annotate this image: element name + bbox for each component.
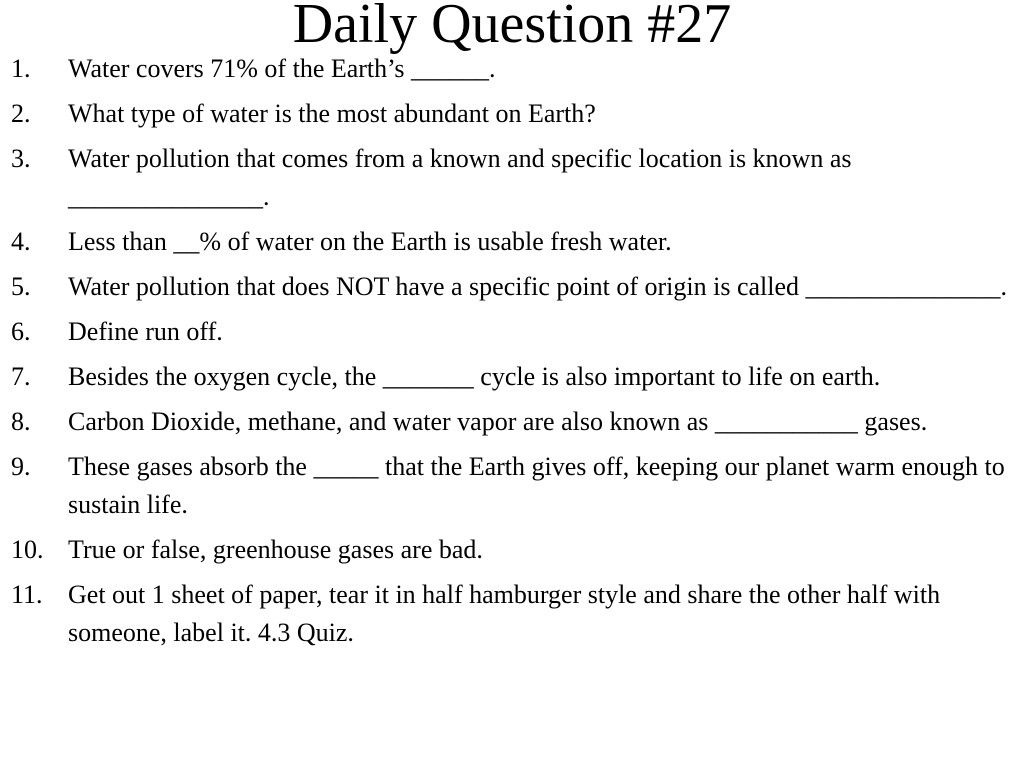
question-text: Less than __% of water on the Earth is usable fresh water. — [68, 227, 672, 256]
question-text: Water covers 71% of the Earth’s ______. — [68, 54, 496, 83]
question-number: 8. — [11, 407, 31, 436]
question-item — [0, 50, 1024, 88]
question-number: 4. — [11, 227, 31, 256]
question-item — [0, 403, 1024, 441]
question-number: 5. — [11, 272, 31, 301]
question-item — [0, 223, 1024, 261]
question-number: 7. — [11, 362, 31, 391]
question-number: 10. — [11, 535, 44, 564]
question-item — [0, 313, 1024, 351]
question-item — [0, 140, 1024, 216]
question-item — [0, 268, 1024, 306]
question-text: Water pollution that comes from a known and specific location is known as _______________. — [68, 144, 852, 211]
question-item — [0, 358, 1024, 396]
question-number: 9. — [11, 452, 31, 481]
slide-title: Daily Question #27 — [292, 0, 732, 55]
question-number: 2. — [11, 99, 31, 128]
question-number: 3. — [11, 144, 31, 173]
question-text: Define run off. — [68, 317, 223, 346]
question-text: Water pollution that does NOT have a specific point of origin is called _______________. — [68, 272, 1008, 301]
question-number: 11. — [11, 580, 43, 609]
question-item — [0, 95, 1024, 133]
question-number: 6. — [11, 317, 31, 346]
question-text: What type of water is the most abundant on Earth? — [68, 99, 596, 128]
question-item — [0, 531, 1024, 569]
question-text: Carbon Dioxide, methane, and water vapor are also known as ___________ gases. — [68, 407, 928, 436]
question-text: True or false, greenhouse gases are bad. — [68, 535, 483, 564]
question-text: Besides the oxygen cycle, the _______ cycle is also important to life on earth. — [68, 362, 881, 391]
question-item — [0, 576, 1024, 652]
question-text: Get out 1 sheet of paper, tear it in half hamburger style and share the other half with someone, label it. 4.3 Quiz. — [68, 580, 941, 647]
question-text: These gases absorb the _____ that the Earth gives off, keeping our planet warm enough to sustain life. — [68, 452, 1005, 519]
question-list — [0, 50, 1024, 659]
question-number: 1. — [11, 54, 31, 83]
question-item — [0, 448, 1024, 524]
